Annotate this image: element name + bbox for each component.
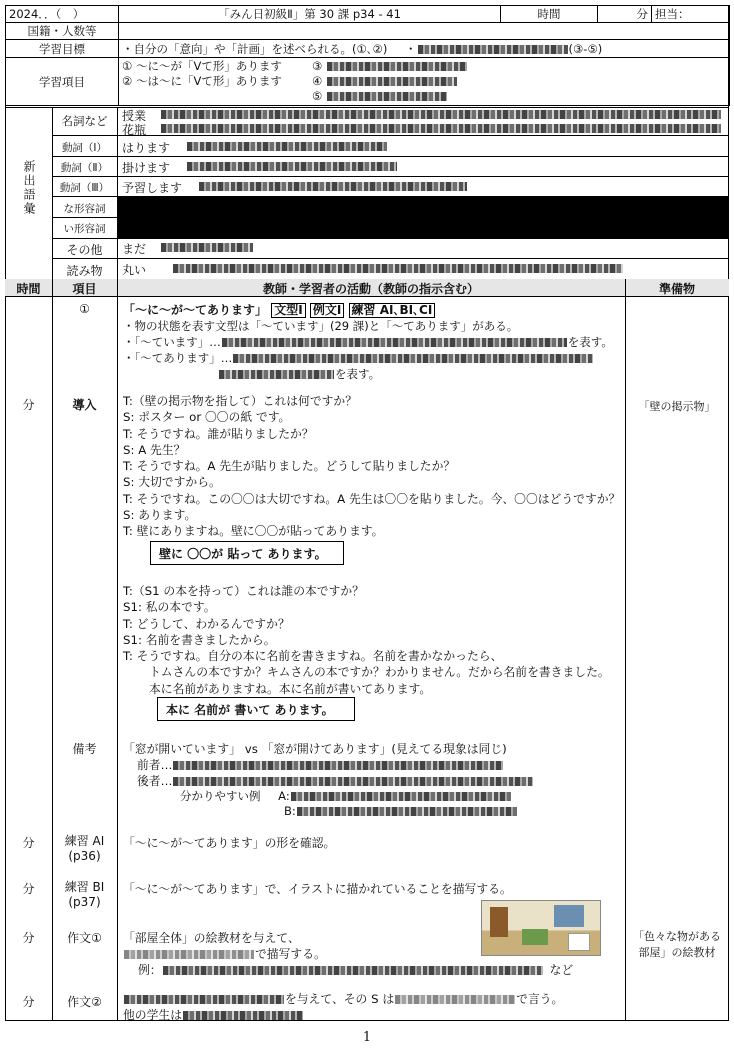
goal-text-1: ・自分の「意向」や「計画」を述べられる。(①､②)	[122, 41, 388, 56]
example-b-label: B:	[284, 804, 296, 818]
material-room-picture	[625, 929, 729, 961]
vocab-word: はります	[122, 141, 171, 155]
item-4: ④	[312, 74, 323, 88]
intro-label: 導入	[72, 398, 97, 412]
redacted-text	[173, 777, 533, 786]
minutes-label: 分	[598, 6, 652, 23]
example-tag: 例文Ⅰ	[310, 303, 344, 318]
dialog-2	[123, 583, 610, 697]
pattern-box-text: 壁に 〇〇が 貼って あります。	[159, 547, 327, 561]
goal-label: 学習目標	[6, 40, 119, 58]
pattern-box-text: 本に 名前が 書いて あります。	[166, 703, 334, 717]
minutes-cell: 分	[22, 931, 35, 945]
remarks-latter	[137, 772, 534, 789]
vocab-word: 授業	[122, 109, 147, 123]
furniture-window	[554, 905, 584, 927]
dialog-line: T: 壁にありますね。壁に〇〇が貼ってあります。	[123, 524, 384, 539]
remarks-former	[137, 756, 504, 773]
minutes-cell: 分	[22, 398, 35, 412]
furniture-box	[568, 933, 590, 951]
note-line	[123, 334, 613, 350]
goal-text-2-suffix: (③-⑤)	[568, 41, 603, 56]
dialog-line: T: どうして、わかるんですか？	[123, 616, 290, 631]
etc-label: など	[549, 963, 574, 977]
col-materials-header: 準備物	[658, 282, 695, 296]
pattern-line	[123, 301, 435, 318]
item-3: ③	[312, 59, 323, 73]
composition-example	[138, 961, 573, 978]
goal-text-2: ・	[405, 41, 417, 56]
time-label: 時間	[501, 6, 598, 23]
vocab-row-label: な形容詞	[63, 203, 106, 215]
example-b	[284, 804, 518, 818]
practice-page: (p36)	[68, 849, 101, 863]
dialog-line: S: あります。	[123, 508, 197, 523]
composition-text-part: で言う。	[516, 992, 564, 1006]
practice-item: 練習 BⅠ	[64, 880, 105, 894]
col-divider	[117, 279, 118, 1021]
dialog-line: S1: 名前を書きましたから。	[123, 632, 276, 647]
dialog-line: T: そうですね。自分の本に名前を書きますね。名前を書かなかったら、	[123, 649, 503, 664]
vocab-row-label: その他	[66, 243, 103, 257]
nationality-label: 国籍・人数等	[6, 23, 119, 40]
page-number: 1	[362, 1030, 372, 1045]
date-cell[interactable]: 2024．．（ ）	[6, 6, 119, 23]
redacted-text	[124, 950, 254, 959]
practice-item: 練習 AⅠ	[64, 834, 105, 848]
col-time-header: 時間	[16, 282, 41, 296]
dialog-line: T: そうですね。誰が貼りましたか？	[123, 426, 314, 441]
pattern-tag: 文型Ⅰ	[271, 303, 305, 318]
item-2: ② ～は～に「Vて形」あります	[122, 74, 282, 88]
col-activity-header: 教師・学習者の活動（教師の指示含む）	[262, 282, 479, 296]
dialog-line: T:（壁の掲示物を指して）これは何ですか？	[123, 394, 358, 408]
vocab-row-label: 読み物	[66, 264, 103, 278]
redacted-text	[124, 995, 284, 1004]
dialog-line: S: ポスター or 〇〇の紙 です。	[123, 410, 291, 425]
items-label: 学習項目	[6, 58, 119, 106]
minutes-cell: 分	[22, 836, 35, 850]
remarks-line: 「窓が開いています」 vs 「窓が開けてあります」(見えてる現象は同じ)	[123, 742, 507, 756]
vocab-word: 予習します	[122, 181, 183, 195]
dialog-line: 本に名前がありますね。本に名前が書いてあります。	[149, 681, 432, 696]
teacher-label: 担当：	[652, 6, 730, 23]
material-wall-poster: 「壁の掲示物」	[638, 400, 716, 413]
minutes-cell: 分	[22, 995, 35, 1009]
composition-2-text	[123, 1006, 304, 1023]
composition-2-text	[123, 990, 563, 1007]
example-a-label: A:	[278, 789, 290, 803]
redacted-text	[163, 966, 543, 975]
dialog-1	[123, 393, 620, 540]
redacted-text	[173, 761, 503, 770]
example-label: 例：	[138, 963, 162, 977]
practice-b1-label	[52, 880, 117, 910]
room-illustration	[481, 900, 601, 956]
dialog-line: S: A 先生？	[123, 442, 186, 457]
redacted-text	[297, 807, 517, 816]
vocab-word: 花瓶	[122, 123, 147, 137]
redacted-text	[233, 354, 593, 363]
main-table-header	[5, 279, 729, 297]
note-text: を表す。	[567, 335, 613, 349]
dialog-line: S: 大切ですから。	[123, 475, 221, 490]
vocab-row-label: 動詞（Ⅲ）	[59, 182, 110, 194]
furniture-shelf	[490, 907, 508, 937]
note-text: ・「～てあります」…	[123, 351, 233, 365]
vocab-word: 掛けます	[122, 161, 171, 175]
composition-2-label: 作文②	[67, 995, 102, 1009]
material-text: 「色々な物がある	[633, 930, 721, 943]
redacted-text	[291, 792, 511, 801]
remarks-label: 備考	[72, 742, 97, 756]
dialog-line: S1: 私の本です。	[123, 600, 216, 615]
note-line	[218, 366, 380, 382]
former-label: 前者…	[137, 758, 173, 772]
vocab-word: 丸い	[122, 263, 147, 277]
item-5: ⑤	[312, 89, 323, 103]
composition-text-part: を与えて、その S は	[285, 992, 395, 1006]
minutes-cell: 分	[22, 882, 35, 896]
redacted-text	[395, 995, 515, 1004]
composition-text-part: 他の学生は	[123, 1008, 182, 1022]
redacted-text	[219, 370, 334, 379]
vocab-row-label: 動詞（Ⅱ）	[60, 162, 109, 174]
course-title: 「みん日初級Ⅱ」第 30 課 p34 - 41	[119, 6, 501, 23]
practice-tag: 練習 AⅠ､BⅠ､CⅠ	[349, 303, 436, 318]
dialog-line: トムさんの本ですか？キムさんの本ですか？わかりません。だから名前を書きました。	[149, 665, 610, 680]
practice-text: 「～に～が～てあります」で、イラストに描かれていることを描写する。	[123, 882, 512, 896]
practice-page: (p37)	[68, 895, 101, 909]
furniture-rug	[522, 929, 548, 945]
latter-label: 後者…	[137, 774, 173, 788]
vocab-row-label: 名詞など	[61, 114, 108, 128]
composition-1-label: 作文①	[67, 931, 102, 945]
practice-a1-label	[52, 834, 117, 864]
redacted-text	[222, 338, 567, 347]
composition-text-part: で描写する。	[255, 947, 326, 961]
composition-text: 「部屋全体」の絵教材を与えて、	[123, 931, 300, 945]
material-text: 部屋」の絵教材	[638, 946, 716, 959]
vocab-row-label: い形容詞	[63, 223, 106, 235]
note-text: ・「～ています」…	[123, 335, 221, 349]
note-text: を表す。	[335, 367, 381, 381]
composition-text	[123, 945, 326, 962]
item-1: ① ～に～が「Vて形」あります	[122, 59, 282, 73]
example-a	[180, 788, 512, 804]
note-line	[123, 350, 594, 366]
note-line: ・物の状態を表す文型は「～ています」(29 課)と「～てあります」がある。	[123, 319, 519, 333]
vocab-word: まだ	[122, 242, 147, 256]
pattern-box	[157, 697, 355, 721]
pattern-title: 「～に～が～てあります」	[123, 303, 268, 317]
vocab-row-label: 動詞（Ⅰ）	[61, 142, 108, 154]
vocab-section-text: 新出語彙	[22, 160, 36, 216]
pattern-box	[150, 541, 344, 565]
practice-text: 「～に～が～てあります」の形を確認。	[123, 836, 336, 850]
dialog-line: T:（S1 の本を持って）これは誰の本ですか？	[123, 584, 364, 598]
redacted-text	[183, 1011, 303, 1020]
item-number: ①	[79, 302, 90, 316]
dialog-line: T: そうですね。この〇〇は大切ですね。A 先生は〇〇を貼りました。今、〇〇はどうですか？	[123, 491, 621, 506]
dialog-line: T: そうですね。A 先生が貼りました。どうして貼りましたか？	[123, 459, 456, 474]
easy-example-label: 分かりやすい例	[180, 789, 261, 803]
col-divider	[625, 279, 626, 1021]
col-item-header: 項目	[72, 282, 97, 296]
